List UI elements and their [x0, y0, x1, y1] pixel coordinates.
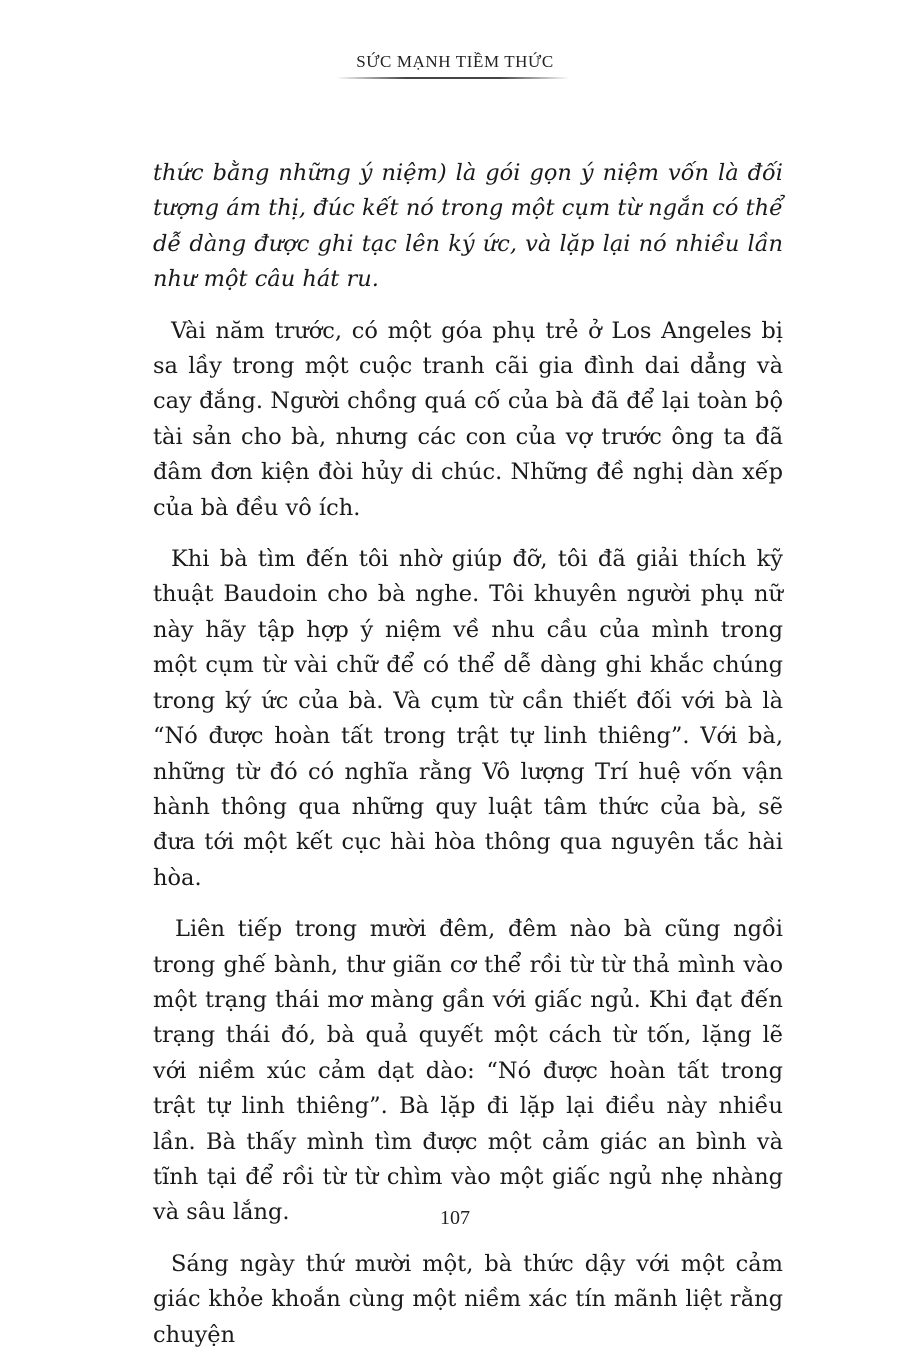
paragraph-baudoin-technique: Khi bà tìm đến tôi nhờ giúp đỡ, tôi đã giải thích kỹ thuật Baudoin cho bà nghe. Tôi khuyên người phụ nữ này hãy tập hợp ý niệm về nhu cầu của mình trong một cụm từ vài chữ để có thể dễ dàng ghi khắc chúng trong ký ức của bà. Và cụm từ cần thiết đối với bà là “Nó được hoàn tất trong trật tự linh thiêng”. Với bà, những từ đó có nghĩa rằng Vô lượng Trí huệ vốn vận hành thông qua những quy luật tâm thức của bà, sẽ đưa tới một kết cục hài hòa thông qua nguyên tắc hài hòa. — [153, 546, 783, 891]
header-rule — [336, 77, 570, 79]
paragraph-continuation: thức bằng những ý niệm) là gói gọn ý niệm vốn là đối tượng ám thị, đúc kết nó trong một cụm từ ngắn có thể dễ dàng được ghi tạc lên ký ức, và lặp lại nó nhiều lần như một câu hát ru. — [153, 160, 783, 293]
paragraph-eleventh-morning: Sáng ngày thứ mười một, bà thức dậy với một cảm giác khỏe khoắn cùng một niềm xác tín mãnh liệt rằng chuyện — [153, 1250, 783, 1348]
running-head-title: SỨC MẠNH TIỀM THỨC — [356, 52, 554, 71]
running-header — [0, 52, 910, 72]
page-body — [153, 156, 783, 1353]
paragraph-widow-story: Vài năm trước, có một góa phụ trẻ ở Los Angeles bị sa lầy trong một cuộc tranh cãi gia đình dai dẳng và cay đắng. Người chồng quá cố của bà đã để lại toàn bộ tài sản cho bà, nhưng các con của vợ trước ông ta đã đâm đơn kiện đòi hủy di chúc. Những đề nghị dàn xếp của bà đều vô ích. — [153, 317, 783, 521]
paragraph-ten-nights: Liên tiếp trong mười đêm, đêm nào bà cũng ngồi trong ghế bành, thư giãn cơ thể rồi từ từ thả mình vào một trạng thái mơ màng gần với giấc ngủ. Khi đạt đến trạng thái đó, bà quả quyết một cách từ tốn, lặng lẽ với niềm xúc cảm dạt dào: “Nó được hoàn tất trong trật tự linh thiêng”. Bà lặp đi lặp lại điều này nhiều lần. Bà thấy mình tìm được một cảm giác an bình và tĩnh tại để rồi từ từ chìm vào một giấc ngủ nhẹ nhàng và sâu lắng. — [153, 916, 783, 1226]
page-number: 107 — [440, 1207, 470, 1229]
